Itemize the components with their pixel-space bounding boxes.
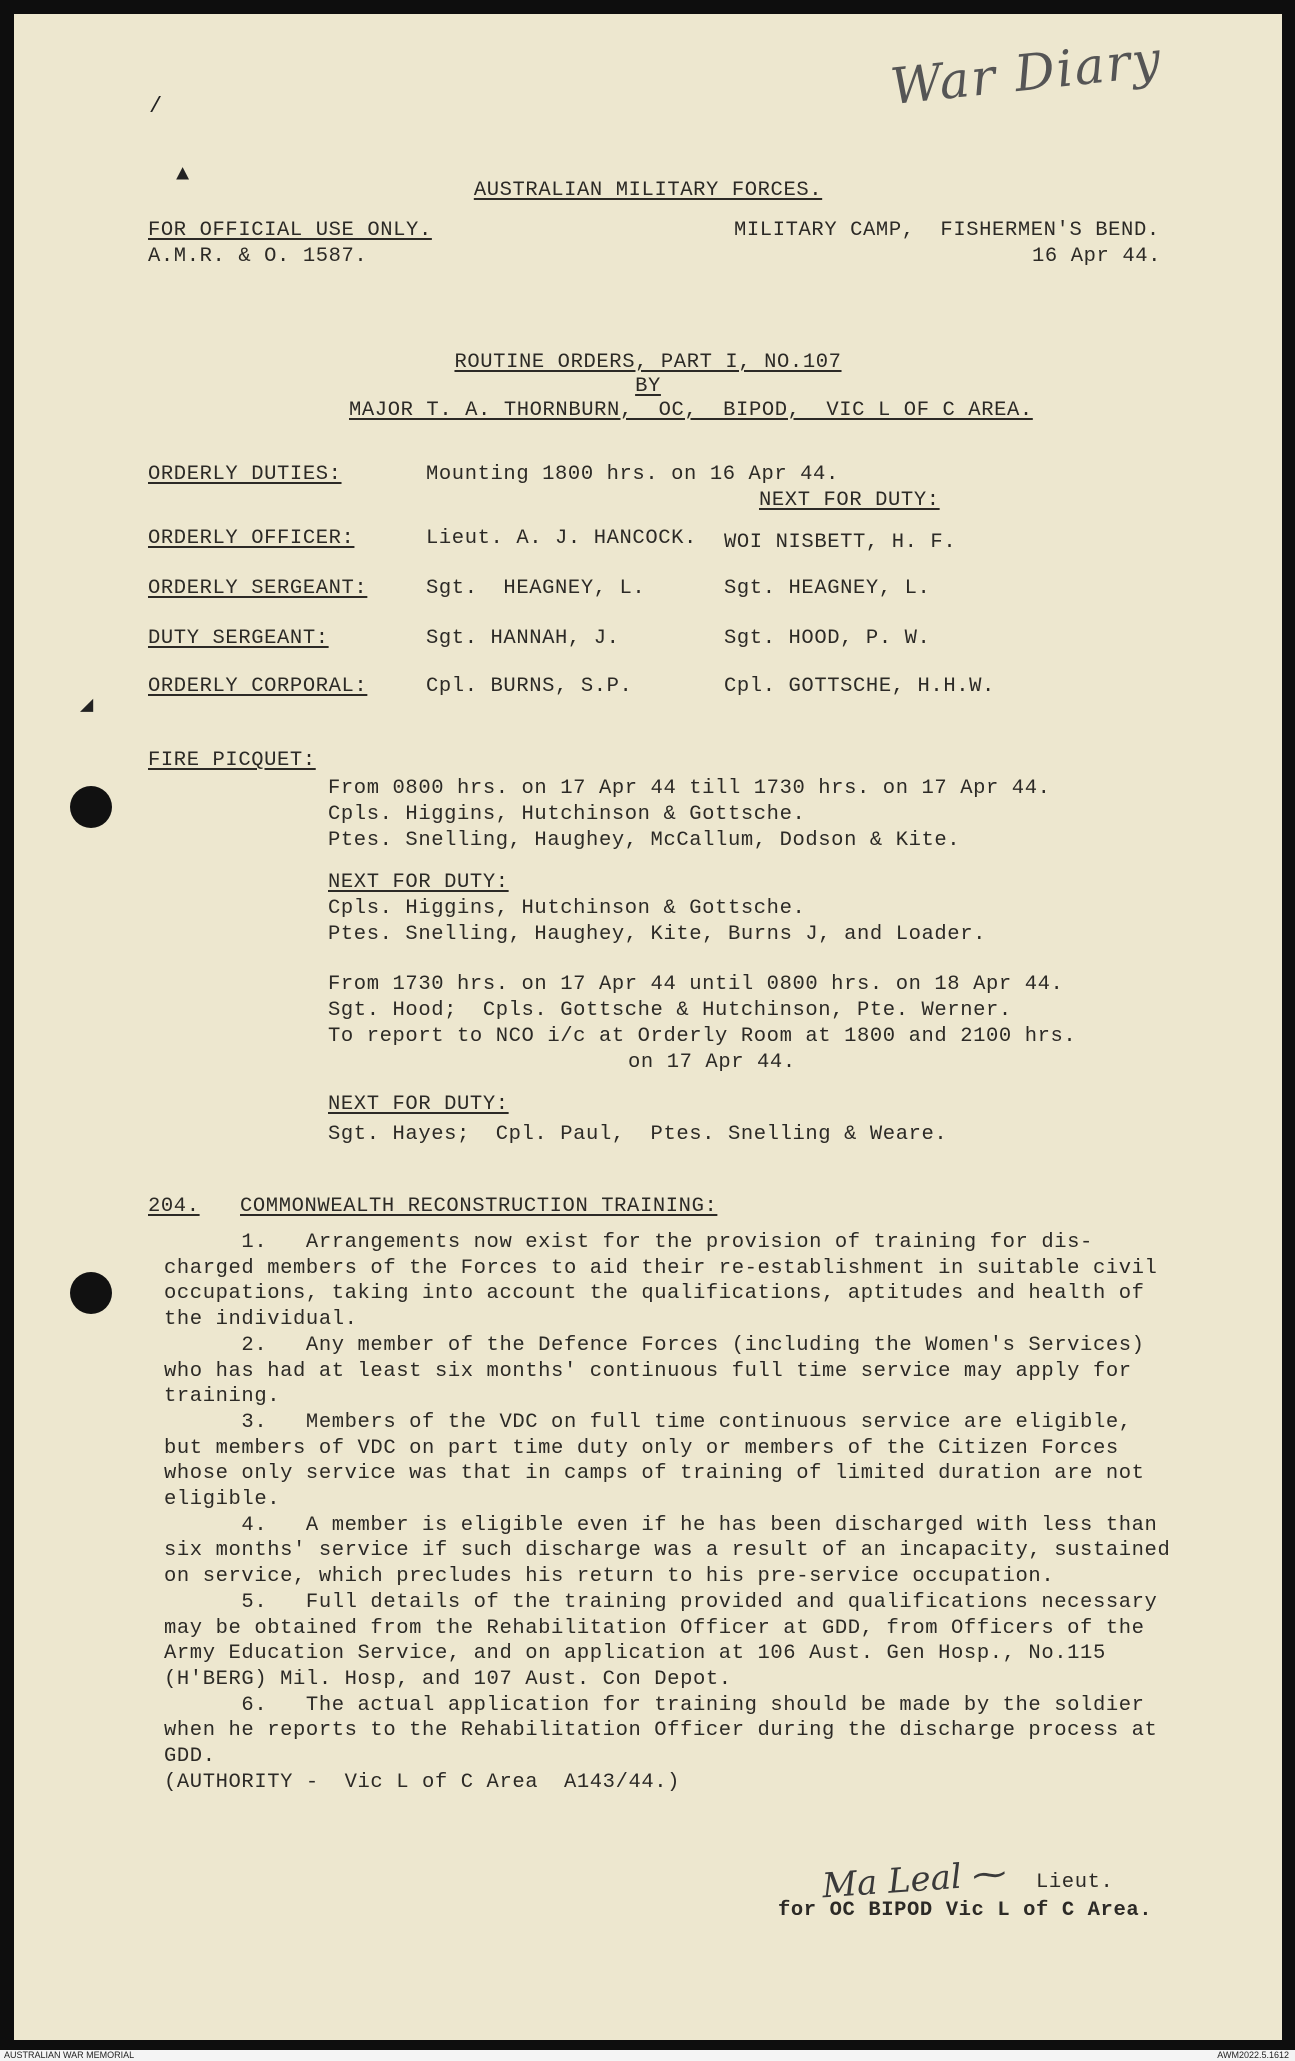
date: 16 Apr 44. bbox=[1032, 245, 1162, 268]
section-line: who has had at least six months' continuous full time service may apply for bbox=[164, 1359, 1132, 1383]
fire-picquet-label: FIRE PICQUET: bbox=[148, 749, 316, 772]
section-line: GDD. bbox=[164, 1745, 216, 1768]
orderly-duties-label: ORDERLY DUTIES: bbox=[148, 463, 342, 486]
picquet-line: Cpls. Higgins, Hutchinson & Gottsche. bbox=[328, 803, 806, 826]
classification: FOR OFFICIAL USE ONLY. bbox=[148, 219, 432, 242]
ink-blot-mark: ▲ bbox=[176, 162, 190, 187]
section-line: six months' service if such discharge was a result of an incapacity, sustained bbox=[164, 1539, 1171, 1563]
section-line: may be obtained from the Rehabilitation Officer at GDD, from Officers of the bbox=[164, 1616, 1145, 1640]
section-line: the individual. bbox=[164, 1308, 358, 1332]
section-line: (AUTHORITY - Vic L of C Area A143/44.) bbox=[164, 1770, 681, 1794]
picquet-line: Sgt. Hood; Cpls. Gottsche & Hutchinson, Pte. Werner. bbox=[328, 999, 1012, 1022]
page-mark: / bbox=[149, 94, 163, 119]
picquet-line: Cpls. Higgins, Hutchinson & Gottsche. bbox=[328, 897, 806, 920]
section-number: 204. bbox=[148, 1195, 200, 1218]
ink-blot-mark: ◢ bbox=[80, 693, 94, 718]
picquet-next-label: NEXT FOR DUTY: bbox=[328, 1093, 509, 1116]
duty-next: Cpl. GOTTSCHE, H.H.W. bbox=[724, 675, 995, 698]
section-line: Army Education Service, and on application at 106 Aust. Gen Hosp., No.115 bbox=[164, 1642, 1106, 1666]
section-line: occupations, taking into account the qualifications, aptitudes and health of bbox=[164, 1282, 1145, 1306]
duty-next: WOI NISBETT, H. F. bbox=[724, 531, 957, 554]
duty-current: Cpl. BURNS, S.P. bbox=[426, 675, 633, 698]
section-line: 5. Full details of the training provided and qualifications necessary bbox=[164, 1590, 1158, 1614]
footer-accession: AWM2022.5.1612 bbox=[1217, 2050, 1289, 2060]
picquet-line: Ptes. Snelling, Haughey, Kite, Burns J, and Loader. bbox=[328, 923, 987, 946]
punch-hole bbox=[70, 1272, 112, 1314]
duty-current: Sgt. HEAGNEY, L. bbox=[426, 577, 646, 600]
signoff-rank: Lieut. bbox=[1036, 1871, 1114, 1894]
duty-next: Sgt. HOOD, P. W. bbox=[724, 627, 931, 650]
duty-current: Lieut. A. J. HANCOCK. bbox=[426, 527, 697, 550]
section-line: 2. Any member of the Defence Forces (including the Women's Services) bbox=[164, 1333, 1145, 1357]
picquet-line: From 1730 hrs. on 17 Apr 44 until 0800 hrs. on 18 Apr 44. bbox=[328, 973, 1064, 996]
duty-role: DUTY SERGEANT: bbox=[148, 627, 329, 650]
orders-by: BY bbox=[635, 375, 661, 398]
section-line: training. bbox=[164, 1385, 281, 1409]
orders-title: ROUTINE ORDERS, PART I, NO.107 bbox=[454, 351, 842, 374]
section-line: 3. Members of the VDC on full time continuous service are eligible, bbox=[164, 1410, 1132, 1434]
picquet-line: on 17 Apr 44. bbox=[628, 1051, 796, 1074]
signoff-for-line: for OC BIPOD Vic L of C Area. bbox=[778, 1899, 1153, 1922]
duty-role: ORDERLY CORPORAL: bbox=[148, 675, 368, 698]
duty-current: Sgt. HANNAH, J. bbox=[426, 627, 620, 650]
section-line: when he reports to the Rehabilitation Officer during the discharge process at bbox=[164, 1719, 1158, 1743]
handwritten-note: War Diary bbox=[887, 29, 1165, 117]
picquet-line: Sgt. Hayes; Cpl. Paul, Ptes. Snelling & Weare. bbox=[328, 1123, 948, 1146]
picquet-line: To report to NCO i/c at Orderly Room at 1800 and 2100 hrs. bbox=[328, 1025, 1077, 1048]
location: MILITARY CAMP, FISHERMEN'S BEND. bbox=[734, 219, 1160, 242]
signature: Ma Leal ⁓ bbox=[820, 1853, 1008, 1907]
section-line: 4. A member is eligible even if he has been discharged with less than bbox=[164, 1513, 1158, 1537]
section-line: whose only service was that in camps of training of limited duration are not bbox=[164, 1462, 1145, 1486]
section-line: 6. The actual application for training should be made by the soldier bbox=[164, 1693, 1145, 1717]
next-for-duty-label: NEXT FOR DUTY: bbox=[759, 489, 940, 512]
footer-source: AUSTRALIAN WAR MEMORIAL bbox=[4, 2050, 135, 2060]
document-sheet bbox=[14, 14, 1282, 2040]
section-line: but members of VDC on part time duty only or members of the Citizen Forces bbox=[164, 1436, 1119, 1460]
section-line: charged members of the Forces to aid their re-establishment in suitable civil bbox=[164, 1256, 1158, 1280]
orders-issuer: MAJOR T. A. THORNBURN, OC, BIPOD, VIC L OF C AREA. bbox=[349, 399, 1033, 422]
section-line: (H'BERG) Mil. Hosp, and 107 Aust. Con Depot. bbox=[164, 1667, 732, 1691]
duty-next: Sgt. HEAGNEY, L. bbox=[724, 577, 931, 600]
duty-role: ORDERLY SERGEANT: bbox=[148, 577, 368, 600]
section-line: on service, which precludes his return to his pre-service occupation. bbox=[164, 1565, 1055, 1589]
mounting-time: Mounting 1800 hrs. on 16 Apr 44. bbox=[426, 463, 839, 486]
punch-hole bbox=[70, 786, 112, 828]
picquet-next-label: NEXT FOR DUTY: bbox=[328, 871, 509, 894]
reference: A.M.R. & O. 1587. bbox=[148, 245, 368, 268]
section-line: 1. Arrangements now exist for the provision of training for dis- bbox=[164, 1231, 1093, 1254]
picquet-line: Ptes. Snelling, Haughey, McCallum, Dodson & Kite. bbox=[328, 829, 961, 852]
force-heading: AUSTRALIAN MILITARY FORCES. bbox=[473, 179, 823, 202]
section-line: eligible. bbox=[164, 1488, 281, 1511]
section-heading: COMMONWEALTH RECONSTRUCTION TRAINING: bbox=[240, 1195, 718, 1218]
picquet-line: From 0800 hrs. on 17 Apr 44 till 1730 hrs. on 17 Apr 44. bbox=[328, 777, 1051, 800]
duty-role: ORDERLY OFFICER: bbox=[148, 527, 355, 550]
